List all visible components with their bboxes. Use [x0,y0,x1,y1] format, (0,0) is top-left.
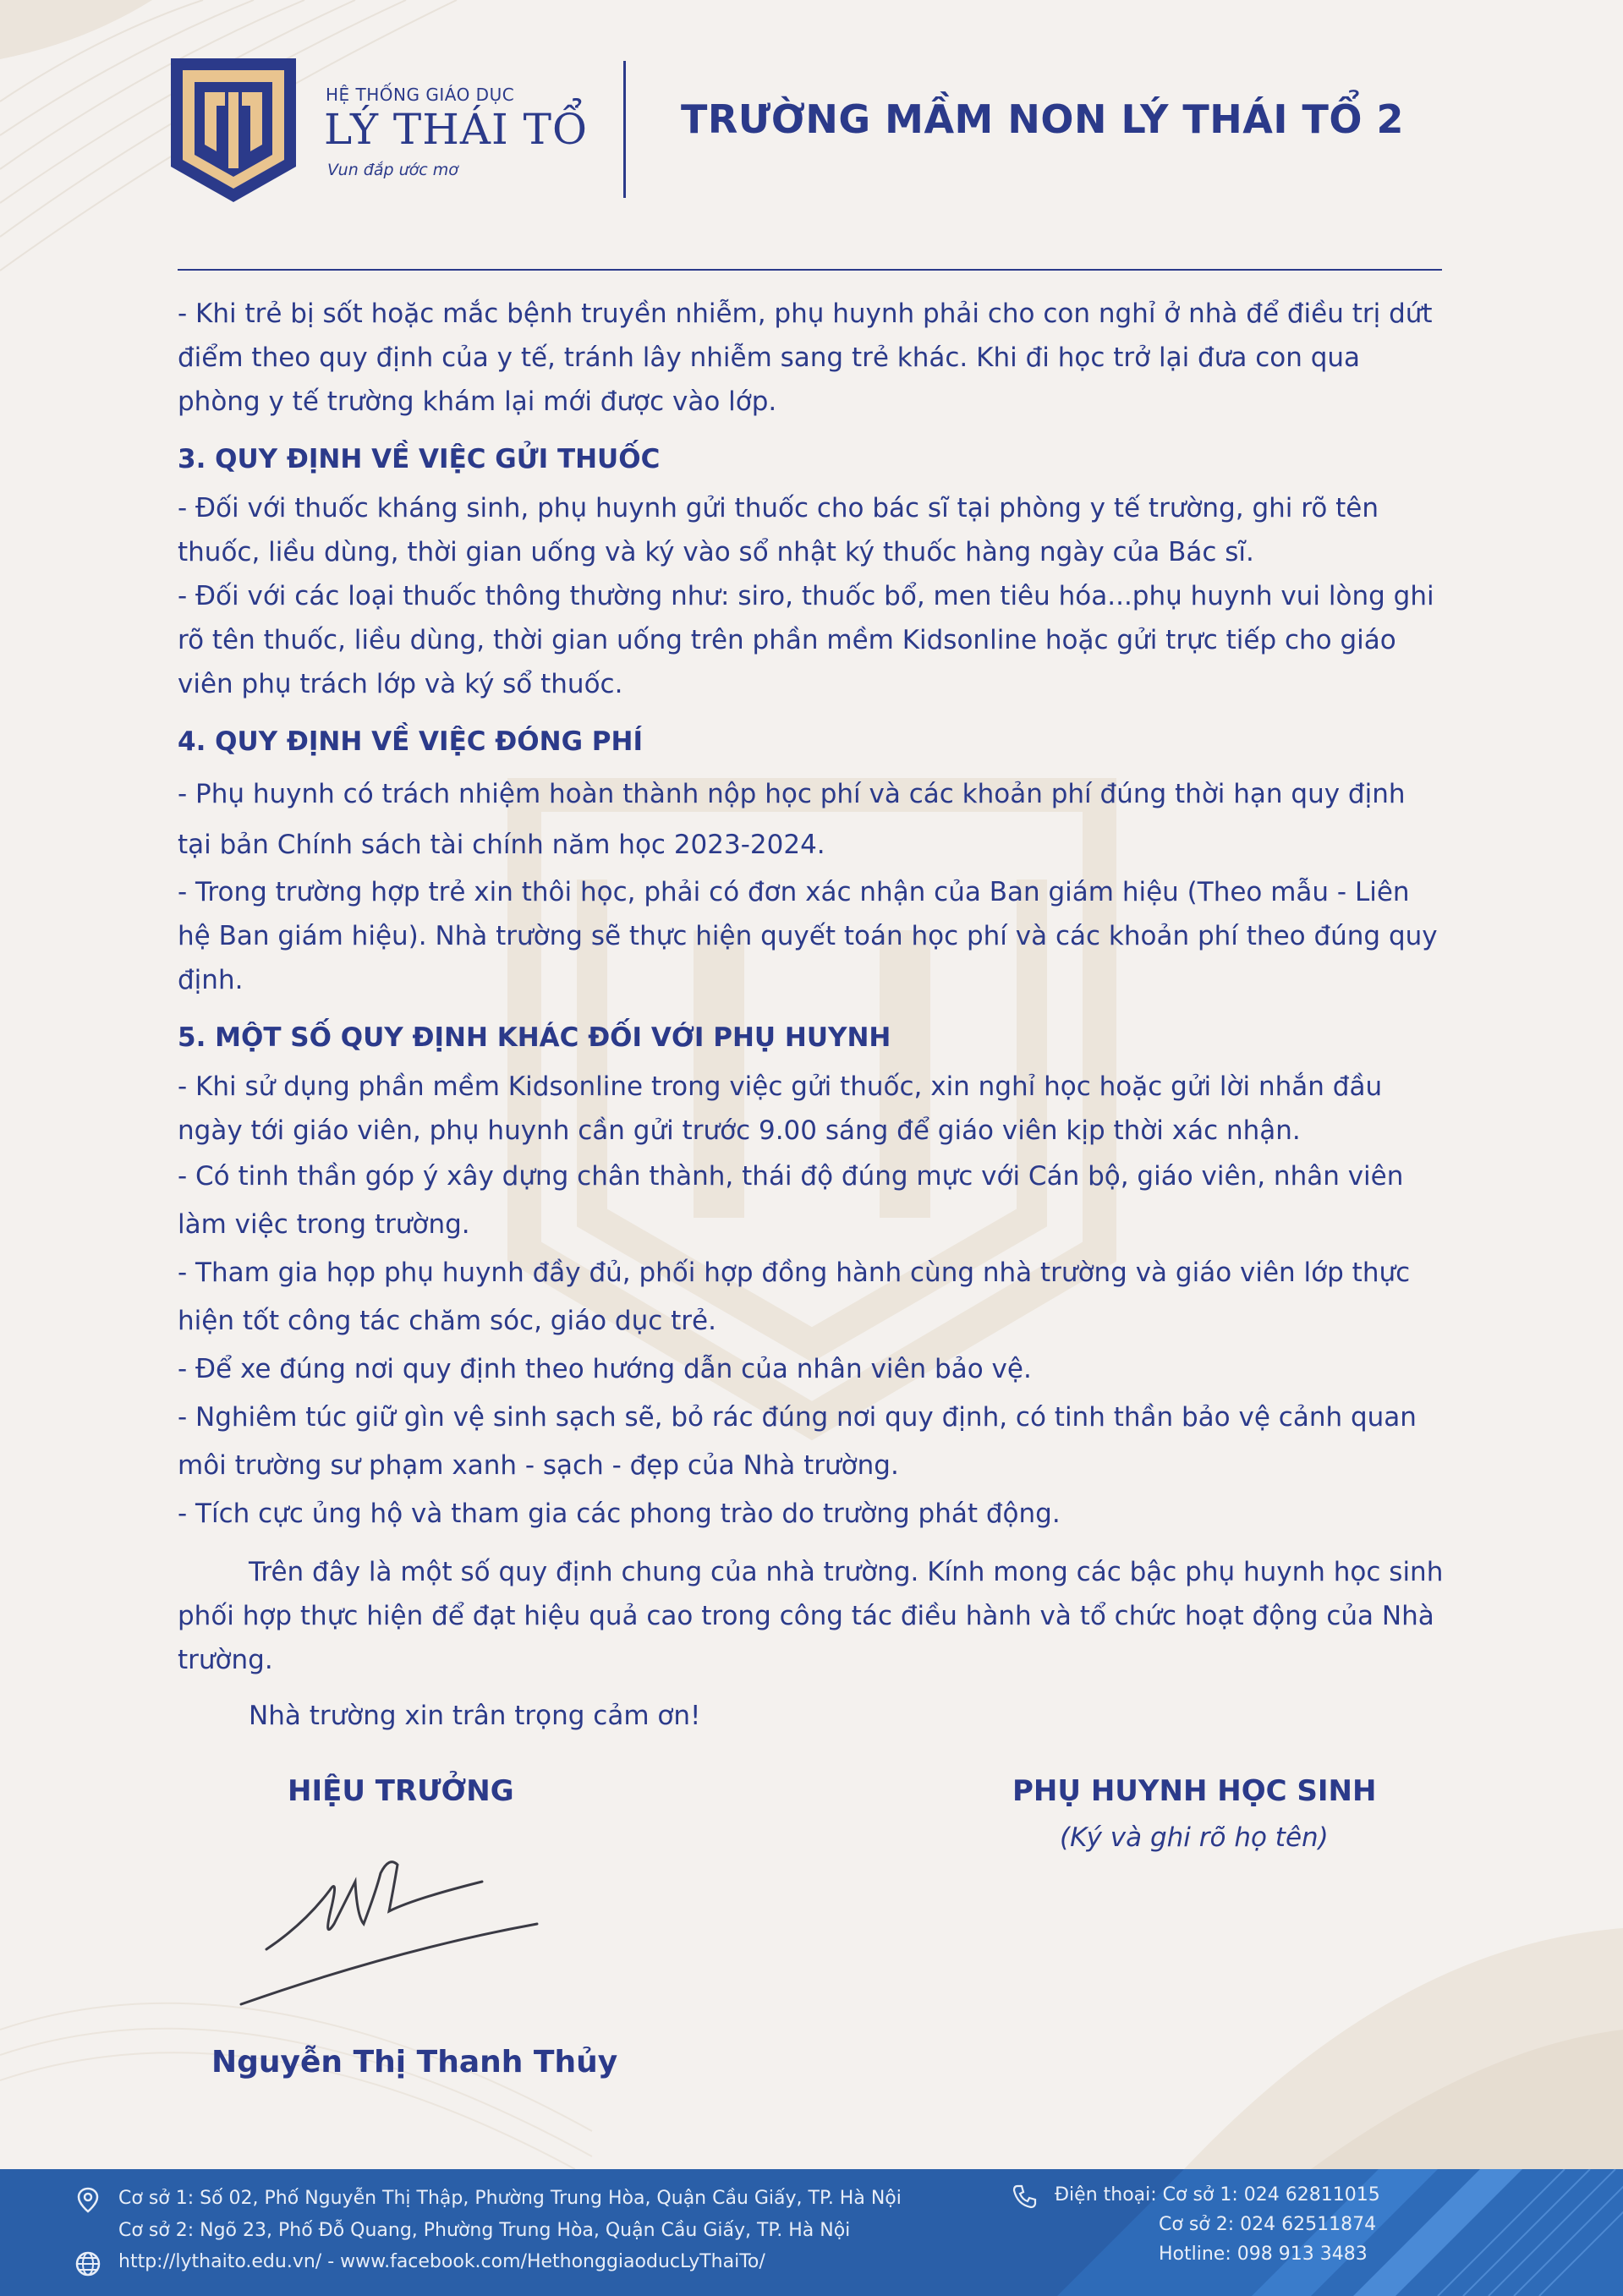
principal-title: HIỆU TRƯỞNG [288,1774,514,1808]
section-3-item: - Đối với các loại thuốc thông thường như: siro, thuốc bổ, men tiêu hóa...phụ huynh vui lòng ghi rõ tên thuốc, liều dùng, thời gian uống trên phần mềm Kidsonline hoặc gửi trực tiếp cho giáo viên phụ trách lớp và ký sổ thuốc. [178,581,1434,699]
section-5-item: - Tích cực ủng hộ và tham gia các phong trào do trường phát động. [178,1499,1061,1529]
section-5-item: - Để xe đúng nơi quy định theo hướng dẫn của nhân viên bảo vệ. [178,1354,1032,1384]
section-4-heading: 4. QUY ĐỊNH VỀ VIỆC ĐÓNG PHÍ [178,726,644,757]
closing-paragraph: Trên đây là một số quy định chung của nhà trường. Kính mong các bậc phụ huynh học sinh phối hợp thực hiện để đạt hiệu quả cao trong công tác điều hành và tổ chức hoạt động của Nhà trường. [178,1557,1444,1675]
footer-address-2: Cơ sở 2: Ngõ 23, Phố Đỗ Quang, Phường Trung Hòa, Quận Cầu Giấy, TP. Hà Nội [118,2220,851,2241]
section-3-heading: 3. QUY ĐỊNH VỀ VIỆC GỬI THUỐC [178,444,661,474]
section-3-item: - Đối với thuốc kháng sinh, phụ huynh gửi thuốc cho bác sĩ tại phòng y tế trường, ghi rõ tên thuốc, liều dùng, thời gian uống và ký vào sổ nhật ký thuốc hàng ngày của Bác sĩ. [178,493,1379,567]
letterhead [169,52,1455,205]
brand-name: LÝ THÁI TỔ [324,105,588,154]
thanks-line: Nhà trường xin trân trọng cảm ơn! [249,1701,701,1731]
section-5-item: - Nghiêm túc giữ gìn vệ sinh sạch sẽ, bỏ rác đúng nơi quy định, có tinh thần bảo vệ cảnh quan môi trường sư phạm xanh - sạch - đẹp của Nhà trường. [178,1402,1417,1481]
location-pin-icon [74,2186,101,2213]
handwritten-signature [228,1839,550,2017]
parent-note: (Ký và ghi rõ họ tên) [1060,1822,1329,1853]
system-label: HỆ THỐNG GIÁO DỤC [326,85,515,105]
footer-phone-1: Điện thoại: Cơ sở 1: 024 62811015 [1055,2184,1380,2206]
principal-name: Nguyễn Thị Thanh Thủy [211,2045,618,2080]
section-4-item: - Phụ huynh có trách nhiệm hoàn thành nộp học phí và các khoản phí đúng thời hạn quy định tại bản Chính sách tài chính năm học 2023-2024. [178,779,1406,860]
school-logo-icon [169,57,298,205]
brand-tagline: Vun đắp ước mơ [327,161,458,179]
school-title: TRƯỜNG MẦM NON LÝ THÁI TỔ 2 [681,96,1405,142]
header-rule [178,269,1442,271]
globe-icon [74,2250,101,2277]
header-divider [623,61,626,198]
section-5-item: - Khi sử dụng phần mềm Kidsonline trong việc gửi thuốc, xin nghỉ học hoặc gửi lời nhắn đầu ngày tới giáo viên, phụ huynh cần gửi trước 9.00 sáng để giáo viên kịp thời xác nhận. [178,1071,1383,1146]
phone-icon [1011,2183,1038,2210]
section-5-heading: 5. MỘT SỐ QUY ĐỊNH KHÁC ĐỐI VỚI PHỤ HUYNH [178,1022,891,1053]
footer-hotline: Hotline: 098 913 3483 [1159,2244,1368,2265]
section-5-item: - Có tinh thần góp ý xây dựng chân thành, thái độ đúng mực với Cán bộ, giáo viên, nhân viên làm việc trong trường. [178,1161,1404,1240]
document-body [178,292,1446,1738]
parent-title: PHỤ HUYNH HỌC SINH [1012,1774,1377,1808]
footer-bar [0,2169,1623,2296]
section-5-item: - Tham gia họp phụ huynh đầy đủ, phối hợp đồng hành cùng nhà trường và giáo viên lớp thực hiện tốt công tác chăm sóc, giáo dục trẻ. [178,1258,1411,1336]
footer-web-links[interactable]: http://lythaito.edu.vn/ - www.facebook.com/HethonggiaoducLyThaiTo/ [118,2251,765,2272]
section-4-item: - Trong trường hợp trẻ xin thôi học, phải có đơn xác nhận của Ban giám hiệu (Theo mẫu - Liên hệ Ban giám hiệu). Nhà trường sẽ thực hiện quyết toán học phí và các khoản phí theo đúng quy định. [178,877,1438,995]
footer-phone-2: Cơ sở 2: 024 62511874 [1159,2214,1377,2235]
footer-address-1: Cơ sở 1: Số 02, Phố Nguyễn Thị Thập, Phường Trung Hòa, Quận Cầu Giấy, TP. Hà Nội [118,2188,902,2209]
intro-paragraph: - Khi trẻ bị sốt hoặc mắc bệnh truyền nhiễm, phụ huynh phải cho con nghỉ ở nhà để điều trị dứt điểm theo quy định của y tế, tránh lây nhiễm sang trẻ khác. Khi đi học trở lại đưa con qua phòng y tế trường khám lại mới được vào lớp. [178,299,1433,417]
